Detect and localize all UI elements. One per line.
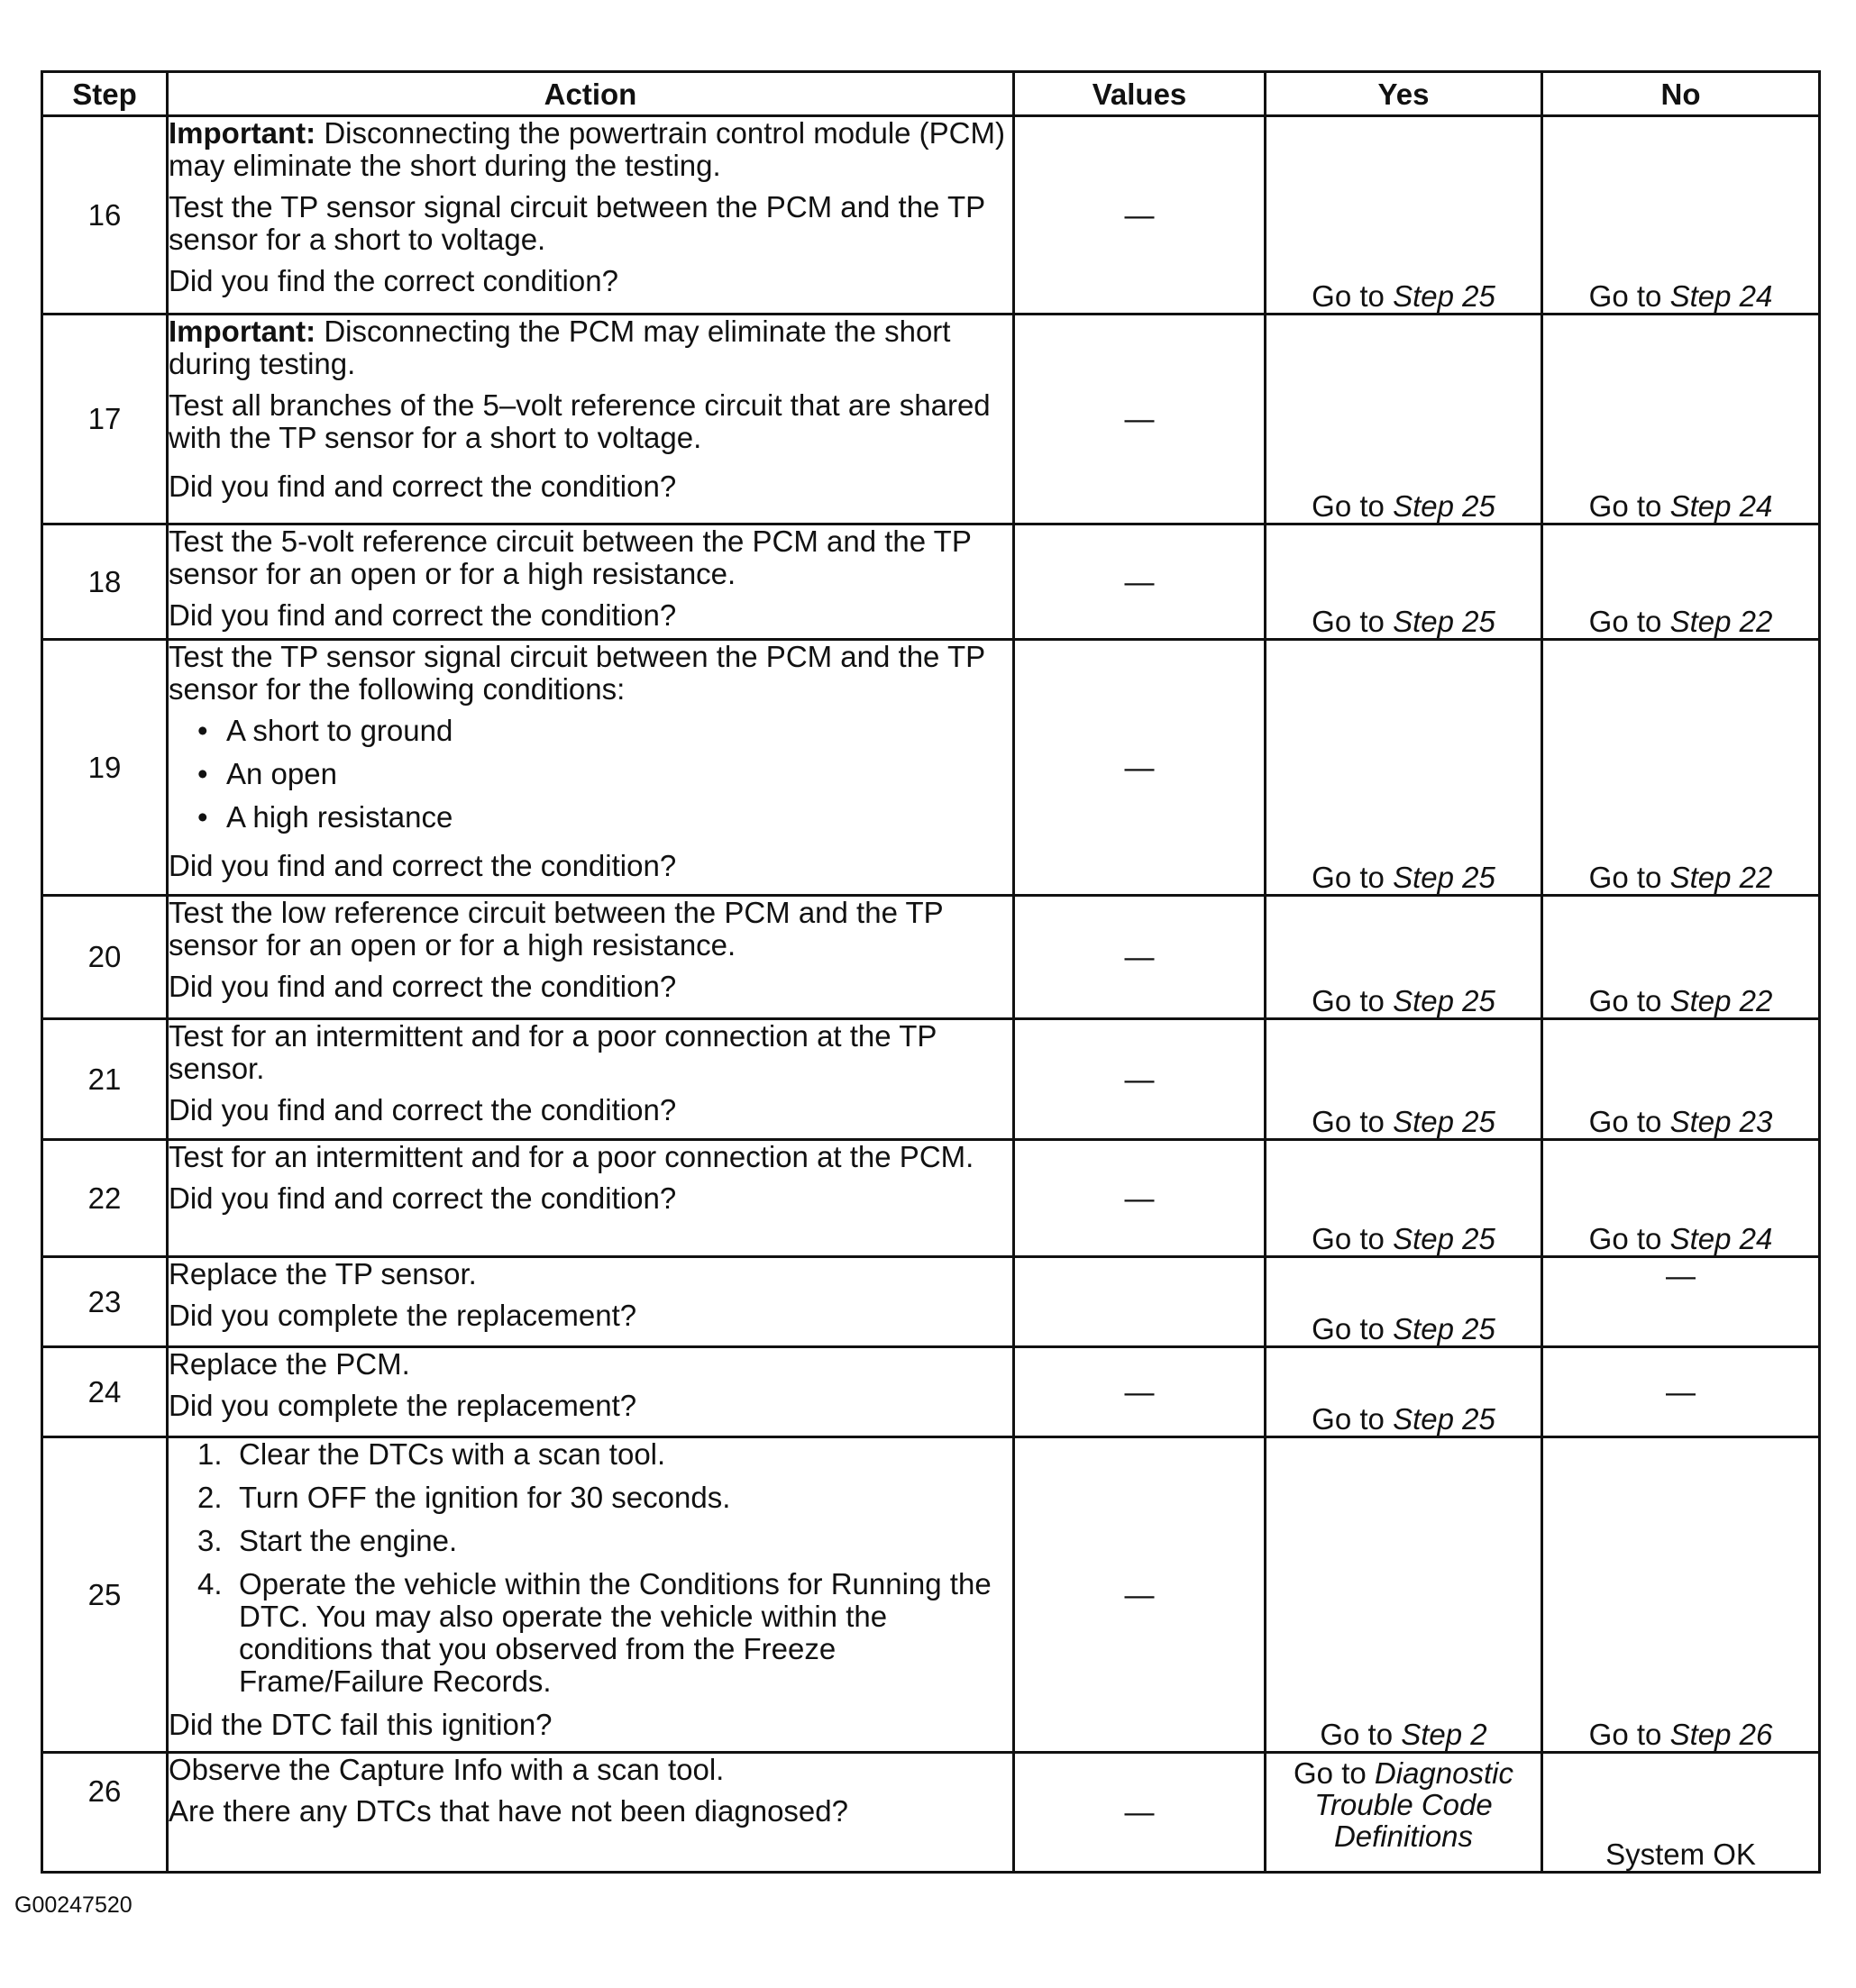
action-cell [168, 896, 1014, 1019]
values-cell: — [1014, 1347, 1266, 1437]
table-row [42, 116, 1820, 315]
header-yes: Yes [1266, 72, 1542, 116]
table-row [42, 1347, 1820, 1437]
action-question: Did you find the correct condition? [169, 264, 618, 297]
no-cell: System OK [1542, 1753, 1820, 1873]
step-number: 19 [42, 640, 168, 896]
step-number: 18 [42, 524, 168, 640]
header-step: Step [42, 72, 168, 116]
yes-prefix: Go to [1320, 1718, 1402, 1751]
action-cell [168, 1257, 1014, 1347]
no-prefix: Go to [1588, 1222, 1670, 1255]
no-prefix: Go to [1588, 984, 1670, 1017]
yes-cell [1266, 1437, 1542, 1753]
values-cell: — [1014, 896, 1266, 1019]
no-prefix: Go to [1588, 1105, 1670, 1138]
numbered-item: 4. Operate the vehicle within the Conditions for Running the DTC. You may also operate the vehicle within the conditions that you observed from the Freeze Frame/Failure Records. [197, 1567, 992, 1698]
step-number: 26 [42, 1753, 168, 1873]
no-prefix: Go to [1588, 279, 1670, 313]
bullet-icon: • [197, 800, 208, 834]
action-cell [168, 1140, 1014, 1257]
values-cell: — [1014, 524, 1266, 640]
yes-step-link: Step 25 [1393, 489, 1495, 523]
yes-cell [1266, 1019, 1542, 1140]
action-question: Did you find and correct the condition? [169, 849, 677, 882]
action-cell [168, 524, 1014, 640]
yes-step-link: Step 25 [1393, 1105, 1495, 1138]
yes-step-link: Step 25 [1393, 279, 1495, 313]
action-cell [168, 1437, 1014, 1753]
yes-prefix: Go to [1312, 861, 1394, 894]
table-row [42, 1019, 1820, 1140]
no-cell [1542, 896, 1820, 1019]
step-number: 23 [42, 1257, 168, 1347]
table-row [42, 896, 1820, 1019]
step-number: 24 [42, 1347, 168, 1437]
action-question: Did you find and correct the condition? [169, 1181, 677, 1215]
yes-cell [1266, 640, 1542, 896]
no-cell: — [1542, 1347, 1820, 1437]
action-text: Test all branches of the 5–volt reference circuit that are shared with the TP sensor for a short to voltage. [169, 388, 991, 454]
action-text: Replace the PCM. [169, 1347, 410, 1381]
yes-cell [1266, 1257, 1542, 1347]
values-cell: — [1014, 1753, 1266, 1873]
action-cell [168, 116, 1014, 315]
action-question: Did you complete the replacement? [169, 1299, 637, 1332]
yes-step-link: Step 25 [1393, 1312, 1495, 1345]
table-row [42, 1753, 1820, 1873]
important-text: Disconnecting the powertrain control module (PCM) may eliminate the short during the testing. [169, 116, 1005, 182]
yes-prefix: Go to [1312, 984, 1394, 1017]
no-cell: — [1542, 1257, 1820, 1347]
values-cell [1014, 1257, 1266, 1347]
action-text: Replace the TP sensor. [169, 1257, 477, 1290]
no-step-link: Step 24 [1669, 1222, 1773, 1255]
no-cell [1542, 1019, 1820, 1140]
yes-step-link: Step 25 [1393, 1402, 1495, 1436]
no-cell [1542, 640, 1820, 896]
step-number: 16 [42, 116, 168, 315]
yes-cell [1266, 1140, 1542, 1257]
table-row [42, 640, 1820, 896]
yes-prefix: Go to [1312, 279, 1394, 313]
yes-prefix: Go to [1312, 1402, 1394, 1436]
bullet-icon: • [197, 714, 208, 747]
important-note [169, 315, 1012, 380]
yes-prefix: Go to [1312, 1222, 1394, 1255]
no-prefix: Go to [1588, 489, 1670, 523]
action-text: Observe the Capture Info with a scan tool. [169, 1753, 725, 1786]
table-row [42, 524, 1820, 640]
yes-step-link: Diagnostic Trouble Code Definitions [1314, 1756, 1513, 1853]
bullet-item: • An open [197, 757, 337, 790]
action-question: Did you complete the replacement? [169, 1389, 637, 1422]
bullet-item: • A high resistance [197, 800, 453, 834]
yes-cell [1266, 524, 1542, 640]
header-values: Values [1014, 72, 1266, 116]
diagnostic-table [41, 70, 1821, 1874]
table-row [42, 1140, 1820, 1257]
values-cell: — [1014, 1019, 1266, 1140]
action-question: Did you find and correct the condition? [169, 598, 677, 632]
header-no: No [1542, 72, 1820, 116]
table-row [42, 1257, 1820, 1347]
action-text: Test the TP sensor signal circuit between the PCM and the TP sensor for a short to voltage. [169, 190, 985, 256]
action-cell [168, 1347, 1014, 1437]
yes-prefix: Go to [1294, 1756, 1375, 1790]
yes-cell [1266, 315, 1542, 524]
action-question: Did you find and correct the condition? [169, 1093, 677, 1126]
no-prefix: Go to [1588, 605, 1670, 638]
no-step-link: Step 22 [1669, 861, 1773, 894]
figure-id: G00247520 [14, 1892, 133, 1918]
action-question: Did you find and correct the condition? [169, 970, 677, 1003]
action-text: Test the TP sensor signal circuit between the PCM and the TP sensor for the following conditions: [169, 640, 985, 706]
yes-step-link: Step 25 [1393, 861, 1495, 894]
values-cell: — [1014, 1437, 1266, 1753]
header-action: Action [168, 72, 1014, 116]
step-number: 20 [42, 896, 168, 1019]
action-text: Test the 5-volt reference circuit between the PCM and the TP sensor for an open or for a high resistance. [169, 524, 972, 590]
action-question: Did the DTC fail this ignition? [169, 1708, 553, 1741]
numbered-item: 1. Clear the DTCs with a scan tool. [197, 1437, 666, 1471]
no-cell [1542, 116, 1820, 315]
no-step-link: Step 22 [1669, 984, 1773, 1017]
action-cell [168, 1019, 1014, 1140]
no-cell [1542, 315, 1820, 524]
no-cell [1542, 1140, 1820, 1257]
values-cell: — [1014, 315, 1266, 524]
step-number: 22 [42, 1140, 168, 1257]
table-row [42, 315, 1820, 524]
important-text: Disconnecting the PCM may eliminate the short during testing. [169, 315, 951, 380]
values-cell: — [1014, 640, 1266, 896]
action-text: Test for an intermittent and for a poor connection at the PCM. [169, 1140, 974, 1173]
step-number: 21 [42, 1019, 168, 1140]
header-row [42, 72, 1820, 116]
no-step-link: Step 22 [1669, 605, 1773, 638]
values-cell: — [1014, 116, 1266, 315]
yes-step-link: Step 2 [1401, 1718, 1487, 1751]
action-cell [168, 640, 1014, 896]
important-label: Important: [169, 116, 316, 150]
no-cell [1542, 524, 1820, 640]
yes-cell [1266, 116, 1542, 315]
yes-cell [1266, 1347, 1542, 1437]
no-prefix: Go to [1588, 1718, 1670, 1751]
no-step-link: Step 26 [1669, 1718, 1773, 1751]
table-row [42, 1437, 1820, 1753]
yes-cell [1266, 896, 1542, 1019]
bullet-icon: • [197, 757, 208, 790]
yes-prefix: Go to [1312, 1105, 1394, 1138]
yes-cell [1266, 1753, 1542, 1873]
no-step-link: Step 24 [1669, 489, 1773, 523]
important-label: Important: [169, 315, 316, 348]
no-step-link: Step 23 [1669, 1105, 1773, 1138]
no-step-link: Step 24 [1669, 279, 1773, 313]
numbered-item: 2. Turn OFF the ignition for 30 seconds. [197, 1481, 731, 1514]
action-cell [168, 315, 1014, 524]
yes-step-link: Step 25 [1393, 984, 1495, 1017]
action-question: Are there any DTCs that have not been diagnosed? [169, 1794, 848, 1828]
yes-step-link: Step 25 [1393, 1222, 1495, 1255]
values-cell: — [1014, 1140, 1266, 1257]
step-number: 25 [42, 1437, 168, 1753]
numbered-item: 3. Start the engine. [197, 1524, 458, 1557]
no-prefix: Go to [1588, 861, 1670, 894]
bullet-item: • A short to ground [197, 714, 453, 747]
yes-prefix: Go to [1312, 489, 1394, 523]
no-cell [1542, 1437, 1820, 1753]
yes-prefix: Go to [1312, 605, 1394, 638]
yes-step-link: Step 25 [1393, 605, 1495, 638]
action-text: Test the low reference circuit between the PCM and the TP sensor for an open or for a high resistance. [169, 896, 944, 962]
important-note [169, 117, 1012, 182]
yes-prefix: Go to [1312, 1312, 1394, 1345]
action-text: Test for an intermittent and for a poor connection at the TP sensor. [169, 1019, 937, 1085]
action-question: Did you find and correct the condition? [169, 470, 677, 503]
action-cell [168, 1753, 1014, 1873]
step-number: 17 [42, 315, 168, 524]
